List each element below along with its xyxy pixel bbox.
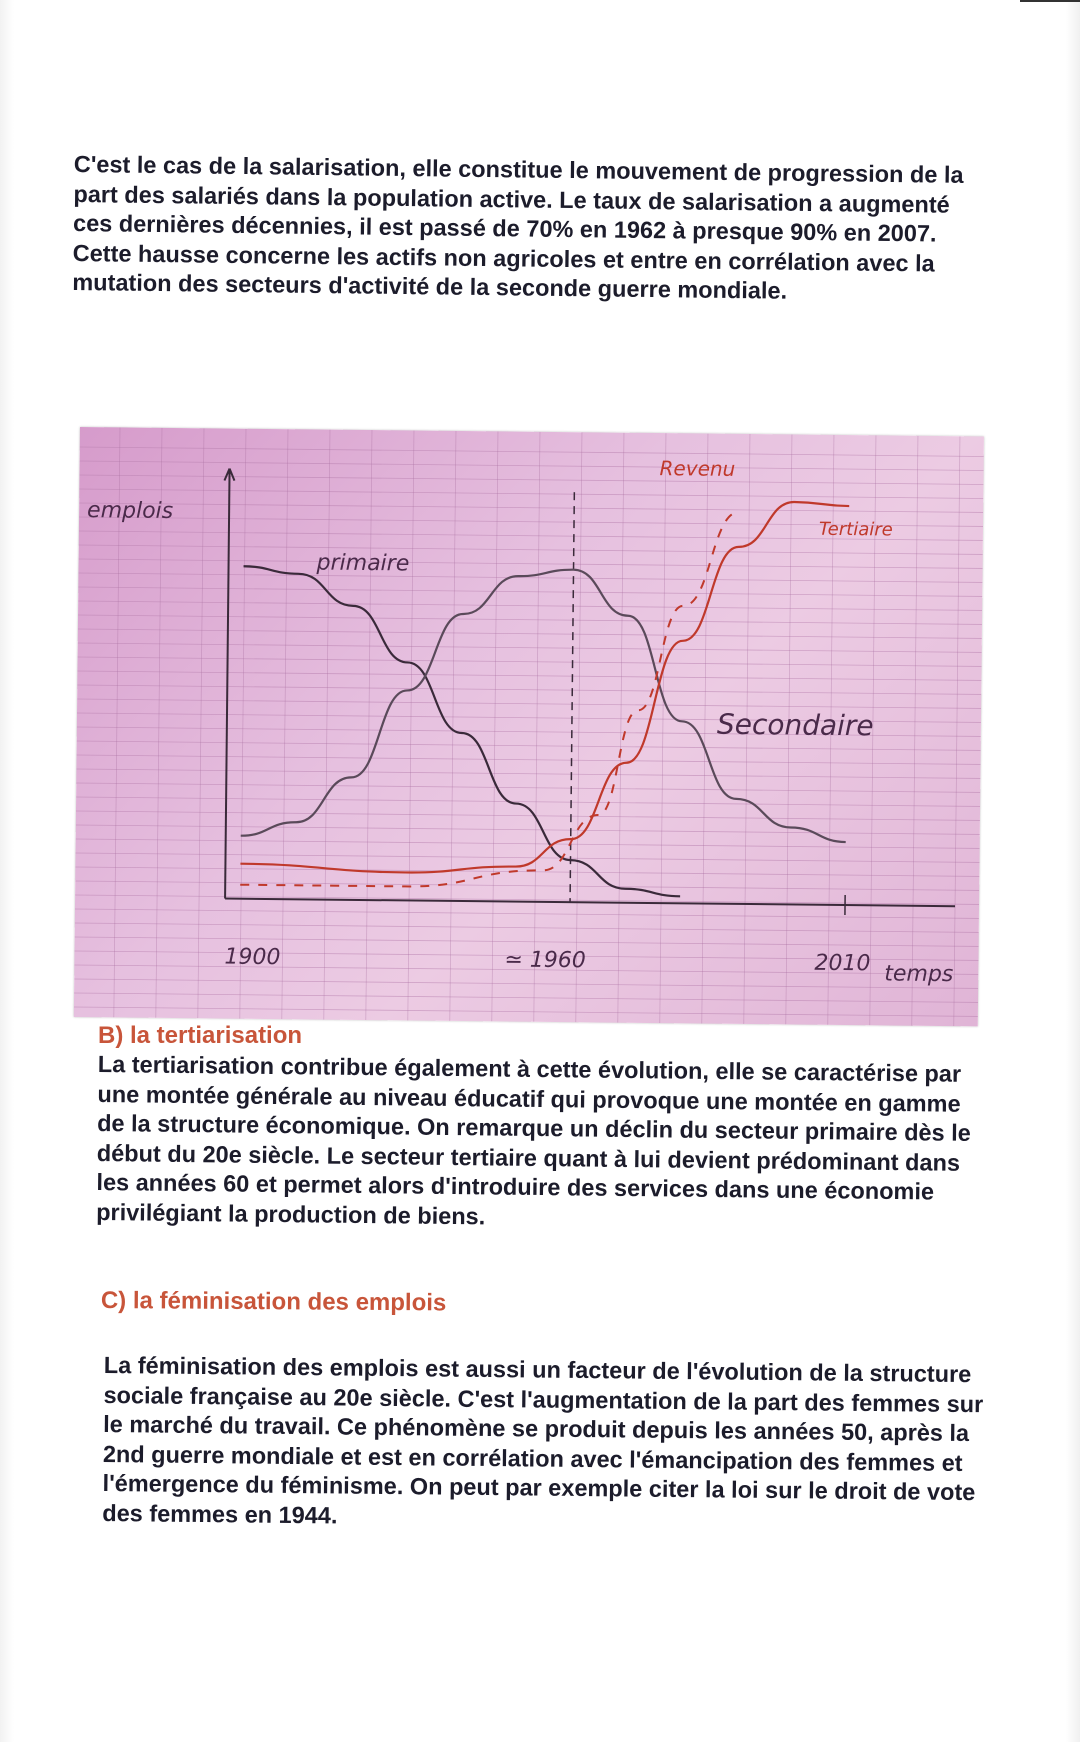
section-b-heading: B) la tertiarisation bbox=[98, 1022, 303, 1049]
series-label-secondaire: Secondaire bbox=[716, 707, 874, 743]
ruling-line bbox=[76, 853, 980, 862]
ruling-line bbox=[80, 461, 984, 470]
x-axis-label: temps bbox=[884, 961, 954, 988]
x-tick-label-2010: 2010 bbox=[814, 950, 871, 977]
ruling-line bbox=[79, 545, 983, 554]
ruling-line bbox=[76, 825, 980, 834]
y-axis-label: emplois bbox=[86, 498, 174, 524]
ruling-line bbox=[77, 755, 981, 764]
y-axis-line bbox=[225, 469, 230, 899]
series-label-tertiaire: Tertiaire bbox=[818, 518, 893, 541]
ruling-line bbox=[74, 993, 978, 1002]
ruling-line bbox=[78, 615, 982, 624]
ruling-line bbox=[77, 671, 981, 680]
ruling-column bbox=[534, 432, 540, 1022]
top-rule bbox=[1020, 0, 1080, 2]
ruling-line bbox=[78, 657, 982, 666]
ruling-column bbox=[576, 432, 582, 1022]
ruling-column bbox=[408, 430, 414, 1020]
ruling-column bbox=[198, 428, 204, 1018]
section-c-heading: C) la féminisation des emplois bbox=[100, 1287, 447, 1317]
ruling-line bbox=[76, 797, 980, 806]
ruling-column bbox=[282, 429, 288, 1019]
ruling-column bbox=[954, 436, 960, 1026]
ruling-line bbox=[78, 629, 982, 638]
handwritten-chart-photo bbox=[74, 427, 984, 1026]
ruling-line bbox=[78, 573, 982, 582]
ruling-column bbox=[240, 429, 246, 1019]
ruling-column bbox=[324, 430, 330, 1020]
ruling-line bbox=[79, 503, 983, 512]
ruling-column bbox=[618, 433, 624, 1023]
ruling-line bbox=[76, 811, 980, 820]
ruling-column bbox=[366, 430, 372, 1020]
ruling-line bbox=[78, 643, 982, 652]
ruling-line bbox=[77, 741, 981, 750]
section-c-paragraph: La féminisation des emplois est aussi un facteur de l'évolution de la structure sociale française au 20e siècle. C'est l'augmentation de la part des femmes sur le marché du travail. Ce phénomène se produit depuis les années 50, après la 2nd guerre mondiale et est en corrélation avec l'émancipation des femmes et l'émergence du féminisme. On peut par exemple citer la loi sur le droit de vote des femmes en 1944. bbox=[102, 1352, 984, 1528]
x-tick-label-1900: 1900 bbox=[224, 944, 281, 971]
ruling-line bbox=[75, 895, 979, 904]
ruling-line bbox=[75, 881, 979, 890]
ruling-line bbox=[75, 937, 979, 946]
intro-paragraph: C'est le cas de la salarisation, elle constitue le mouvement de progression de la part des salariés dans la population active. Le taux de salarisation a augmenté ces dernières décennies, il est passé de 70% en 1962 à presque 90% en 2007. Cette hausse concerne les actifs non agricoles et entre en corrélation avec la mutation des secteurs d'activité de la seconde guerre mondiale. bbox=[72, 150, 964, 304]
ruling-column bbox=[492, 431, 498, 1021]
ruling-line bbox=[76, 839, 980, 848]
ruling-line bbox=[75, 909, 979, 918]
ruling-line bbox=[77, 685, 981, 694]
ruling-line bbox=[80, 447, 984, 456]
ruling-line bbox=[76, 769, 980, 778]
ruling-line bbox=[75, 923, 979, 932]
ruling-line bbox=[78, 601, 982, 610]
ruling-column bbox=[702, 434, 708, 1024]
ruling-line bbox=[74, 979, 978, 988]
section-b-paragraph: La tertiarisation contribue également à cette évolution, elle se caractérise par une montée générale au niveau éducatif qui provoque une montée en gamme de la structure économique. On remarque un déclin du secteur primaire dès le début du 20e siècle. Le secteur tertiaire quant à lui devient prédominant dans les années 60 et permet alors d'introduire des services dans une économie privilégiant la production de biens. bbox=[96, 1050, 971, 1229]
sector-employment-chart bbox=[74, 427, 984, 1026]
ruling-line bbox=[79, 559, 983, 568]
ruling-column bbox=[912, 436, 918, 1026]
series-label-primaire: primaire bbox=[316, 550, 410, 577]
ruling-line bbox=[78, 587, 982, 596]
ruling-line bbox=[75, 867, 979, 876]
ruling-line bbox=[77, 699, 981, 708]
ruling-line bbox=[79, 489, 983, 498]
series-label-revenu: Revenu bbox=[659, 456, 736, 481]
x-tick-label-1960: ≃ 1960 bbox=[504, 947, 586, 974]
ruling-line bbox=[79, 475, 983, 484]
ruling-column bbox=[450, 431, 456, 1021]
ruling-line bbox=[74, 1007, 978, 1016]
ruling-line bbox=[76, 783, 980, 792]
ruling-column bbox=[660, 433, 666, 1023]
